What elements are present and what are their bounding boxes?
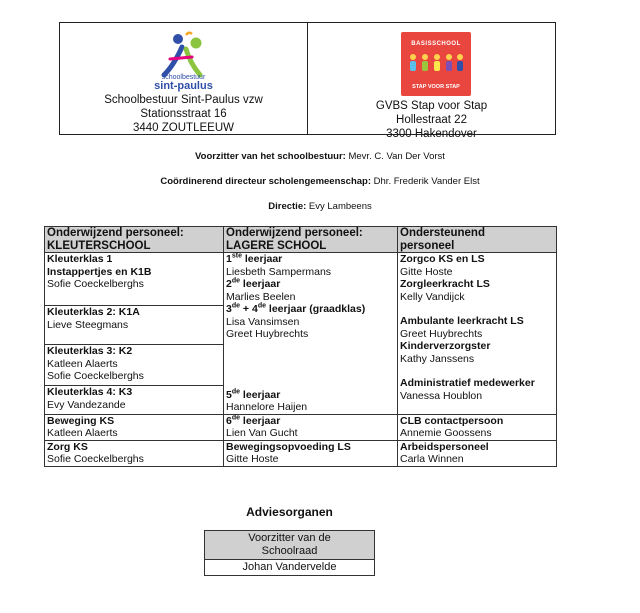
advies-table	[204, 530, 375, 576]
cell-kleuterklas-4: Kleuterklas 4: K3 Evy Vandezande	[45, 386, 224, 414]
logo-right-top-text: BASISSCHOOL	[411, 41, 461, 47]
right-name: GVBS Stap voor Stap	[375, 100, 488, 112]
cell-clb: CLB contactpersoon Annemie Goossens	[398, 414, 557, 440]
stap-voor-stap-logo	[401, 32, 471, 96]
cell-lagere-6: 6de leerjaar Lien Van Gucht	[224, 414, 398, 440]
cell-bewegingsopvoeding-ls: Bewegingsopvoeding LS Gitte Hoste	[224, 440, 398, 466]
directeur-value: Dhr. Frederik Vander Elst	[373, 176, 480, 187]
directie-line	[0, 201, 640, 212]
right-address	[308, 99, 555, 141]
left-name: Schoolbestuur Sint-Paulus vzw	[104, 94, 263, 106]
logo-caption-small: schoolbestuur	[161, 74, 206, 81]
advies-name: Johan Vandervelde	[205, 560, 375, 576]
voorzitter-label: Voorzitter van het schoolbestuur:	[195, 151, 346, 162]
cell-kleuterklas-2: Kleuterklas 2: K1A Lieve Steegmans	[45, 306, 224, 345]
col3-header: Ondersteunend personeel	[398, 227, 557, 253]
staff-table	[44, 226, 557, 467]
directeur-line	[0, 176, 640, 187]
cell-kleuterklas-1: Kleuterklas 1 Instappertjes en K1B Sofie Coeckelberghs	[45, 253, 224, 306]
cell-ondersteunend-1: Zorgco KS en LS Gitte Hoste Zorgleerkracht LS Kelly Vandijck Ambulante leerkracht LS Greet Huybrechts Kinderverzorgster Kathy Janssens Administratief medewerker Vanessa Houblon	[398, 253, 557, 415]
right-city: 3300 Hakendover	[386, 128, 477, 140]
header-table	[59, 22, 556, 140]
children-icon	[407, 52, 465, 74]
staff-row-1	[45, 253, 557, 306]
staff-row-5	[45, 414, 557, 440]
cell-kleuterklas-3: Kleuterklas 3: K2 Katleen Alaerts Sofie Coeckelberghs	[45, 345, 224, 386]
header-left-cell	[60, 23, 307, 134]
directeur-label: Coördinerend directeur scholengemeenschap:	[160, 176, 372, 187]
cell-lagere-1-4: 1ste leerjaar Liesbeth Sampermans 2de leerjaar Marlies Beelen 3de + 4de leerjaar (graadklas) Lisa Vansimsen Greet Huybrechts 5de leerjaar Hannelore Haijen	[224, 253, 398, 415]
logo-caption-big: sint-paulus	[154, 80, 213, 92]
left-address	[60, 93, 307, 135]
cell-beweging-ks: Beweging KS Katleen Alaerts	[45, 414, 224, 440]
right-street: Hollestraat 22	[396, 114, 467, 126]
staff-header-row	[45, 227, 557, 253]
staff-row-6	[45, 440, 557, 466]
cell-arbeidspersoneel: Arbeidspersoneel Carla Winnen	[398, 440, 557, 466]
header-right-cell	[307, 23, 555, 140]
voorzitter-line	[0, 151, 640, 162]
sint-paulus-logo	[156, 31, 216, 79]
advies-title: Adviesorganen	[246, 505, 333, 519]
voorzitter-value: Mevr. C. Van Der Vorst	[348, 151, 445, 162]
left-city: 3440 ZOUTLEEUW	[133, 122, 234, 134]
logo-right-bottom-text: STAP VOOR STAP	[412, 84, 460, 90]
advies-role: Voorzitter van de Schoolraad	[205, 531, 375, 560]
col2-header: Onderwijzend personeel: LAGERE SCHOOL	[224, 227, 398, 253]
left-street: Stationsstraat 16	[140, 108, 227, 120]
cell-zorg-ks: Zorg KS Sofie Coeckelberghs	[45, 440, 224, 466]
col1-header: Onderwijzend personeel: KLEUTERSCHOOL	[45, 227, 224, 253]
directie-label: Directie:	[268, 201, 307, 212]
directie-value: Evy Lambeens	[308, 201, 372, 212]
